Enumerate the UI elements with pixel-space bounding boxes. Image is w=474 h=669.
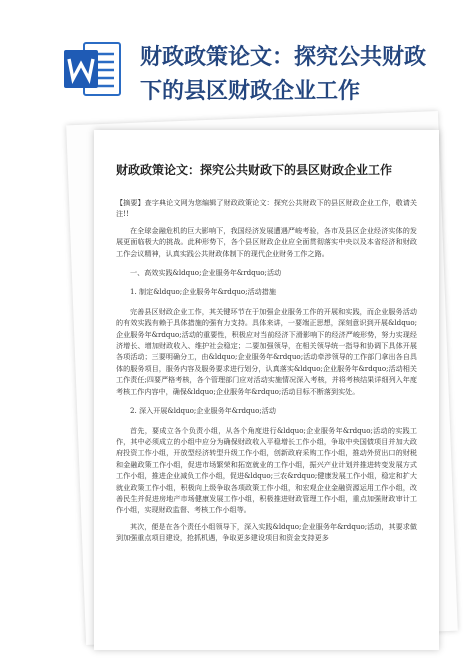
- subsection-heading: 2. 深入开展&ldquo;企业服务年&rdquo;活动: [130, 406, 276, 416]
- document-page[interactable]: [94, 130, 439, 650]
- section-heading: 一、高效实践&ldquo;企业服务年&rdquo;活动: [130, 268, 282, 278]
- body-paragraph: 在全球金融危机的巨大影响下，我国经济发展遭遇严峻考验，各市及县区企业经济实体的发展更面临极大的挑战。此种形势下，各个县区财政企业应全面贯彻落实中央以及本省经济和财政工作会议精神，认真实践公共财政体制下的现代企业财务工作之路。: [116, 225, 417, 258]
- page-title: 财政政策论文：探究公共财政下的县区财政企业工作: [116, 163, 393, 177]
- body-paragraph: 其次，便是在各个责任小组领导下，深入实践&ldquo;企业服务年&rdquo;活动，其要求做到加强重点项目建设，抢抓机遇，争取更多建设项目和资金支持更多: [116, 521, 417, 543]
- subsection-heading: 1. 制定&ldquo;企业服务年&rdquo;活动措施: [130, 287, 276, 297]
- word-document-icon: [62, 38, 124, 100]
- body-paragraph: 完善县区财政企业工作，其关键环节在于加强企业服务工作的开展和实践，而企业服务活动的有效实践有赖于具体措施的强有力支持。具体来讲，一要端正思想，深刻意识到开展&ldquo;企业服务年&rdquo;活动的重要性，积极应对当前经济下滑影响下的经济严峻形势，努力实现经济增长、增加财政收入、维护社会稳定；二要加强领导，在相关领导统一指导和协调下具体开展各项活动；三要明确分工，由&ldquo;企业服务年&rdquo;活动牵涉领导的工作部门拿出各自具体的服务项目，服务内容及服务要求进行划分，认真落实&ldquo;企业服务年&rdquo;活动相关工作责任;四要严格考核，各个管理部门应对活动实施情况深入考核，并将考核结果详细列入年度考核工作内容中，确保&ldquo;企业服务年&rdquo;活动目标不断落到实处。: [116, 306, 417, 396]
- document-header-title: [140, 40, 460, 108]
- header-title-line-1: 财政政策论文：探究公共财政: [140, 44, 427, 70]
- header-title-line-2: 下的县区财政企业工作: [140, 78, 361, 104]
- abstract-paragraph: 【摘要】查字典论文网为您编辑了财政政策论文：探究公共财政下的县区财政企业工作，敬请关注!!: [116, 198, 417, 219]
- body-paragraph: 首先，要成立各个负责小组，从各个角度进行&ldquo;企业服务年&rdquo;活动的实践工作，其中必须成立的小组中应分为确保财政收入平稳增长工作小组，争取中央国债项目并加大政府投资工作小组，开放型经济转型升级工作小组，创新政府采购工作小组，推动外贸出口的财税和金融政策工作小组，促进市场繁荣和拓宽就业的工作小组，振兴产业计划并推进转变发展方式工作小组，推进企业减负工作小组，促进&ldquo;三农&rdquo;健康发展工作小组，稳定和扩大就业政策工作小组，积极向上级争取各项政策工作小组，和宏观企业金融资源运用工作小组，改善民生并促进房地产市场健康发展工作小组，积极推进财政管理工作小组，重点加强财政审计工作小组，实现财政监督、考核工作小组等。: [116, 425, 417, 515]
